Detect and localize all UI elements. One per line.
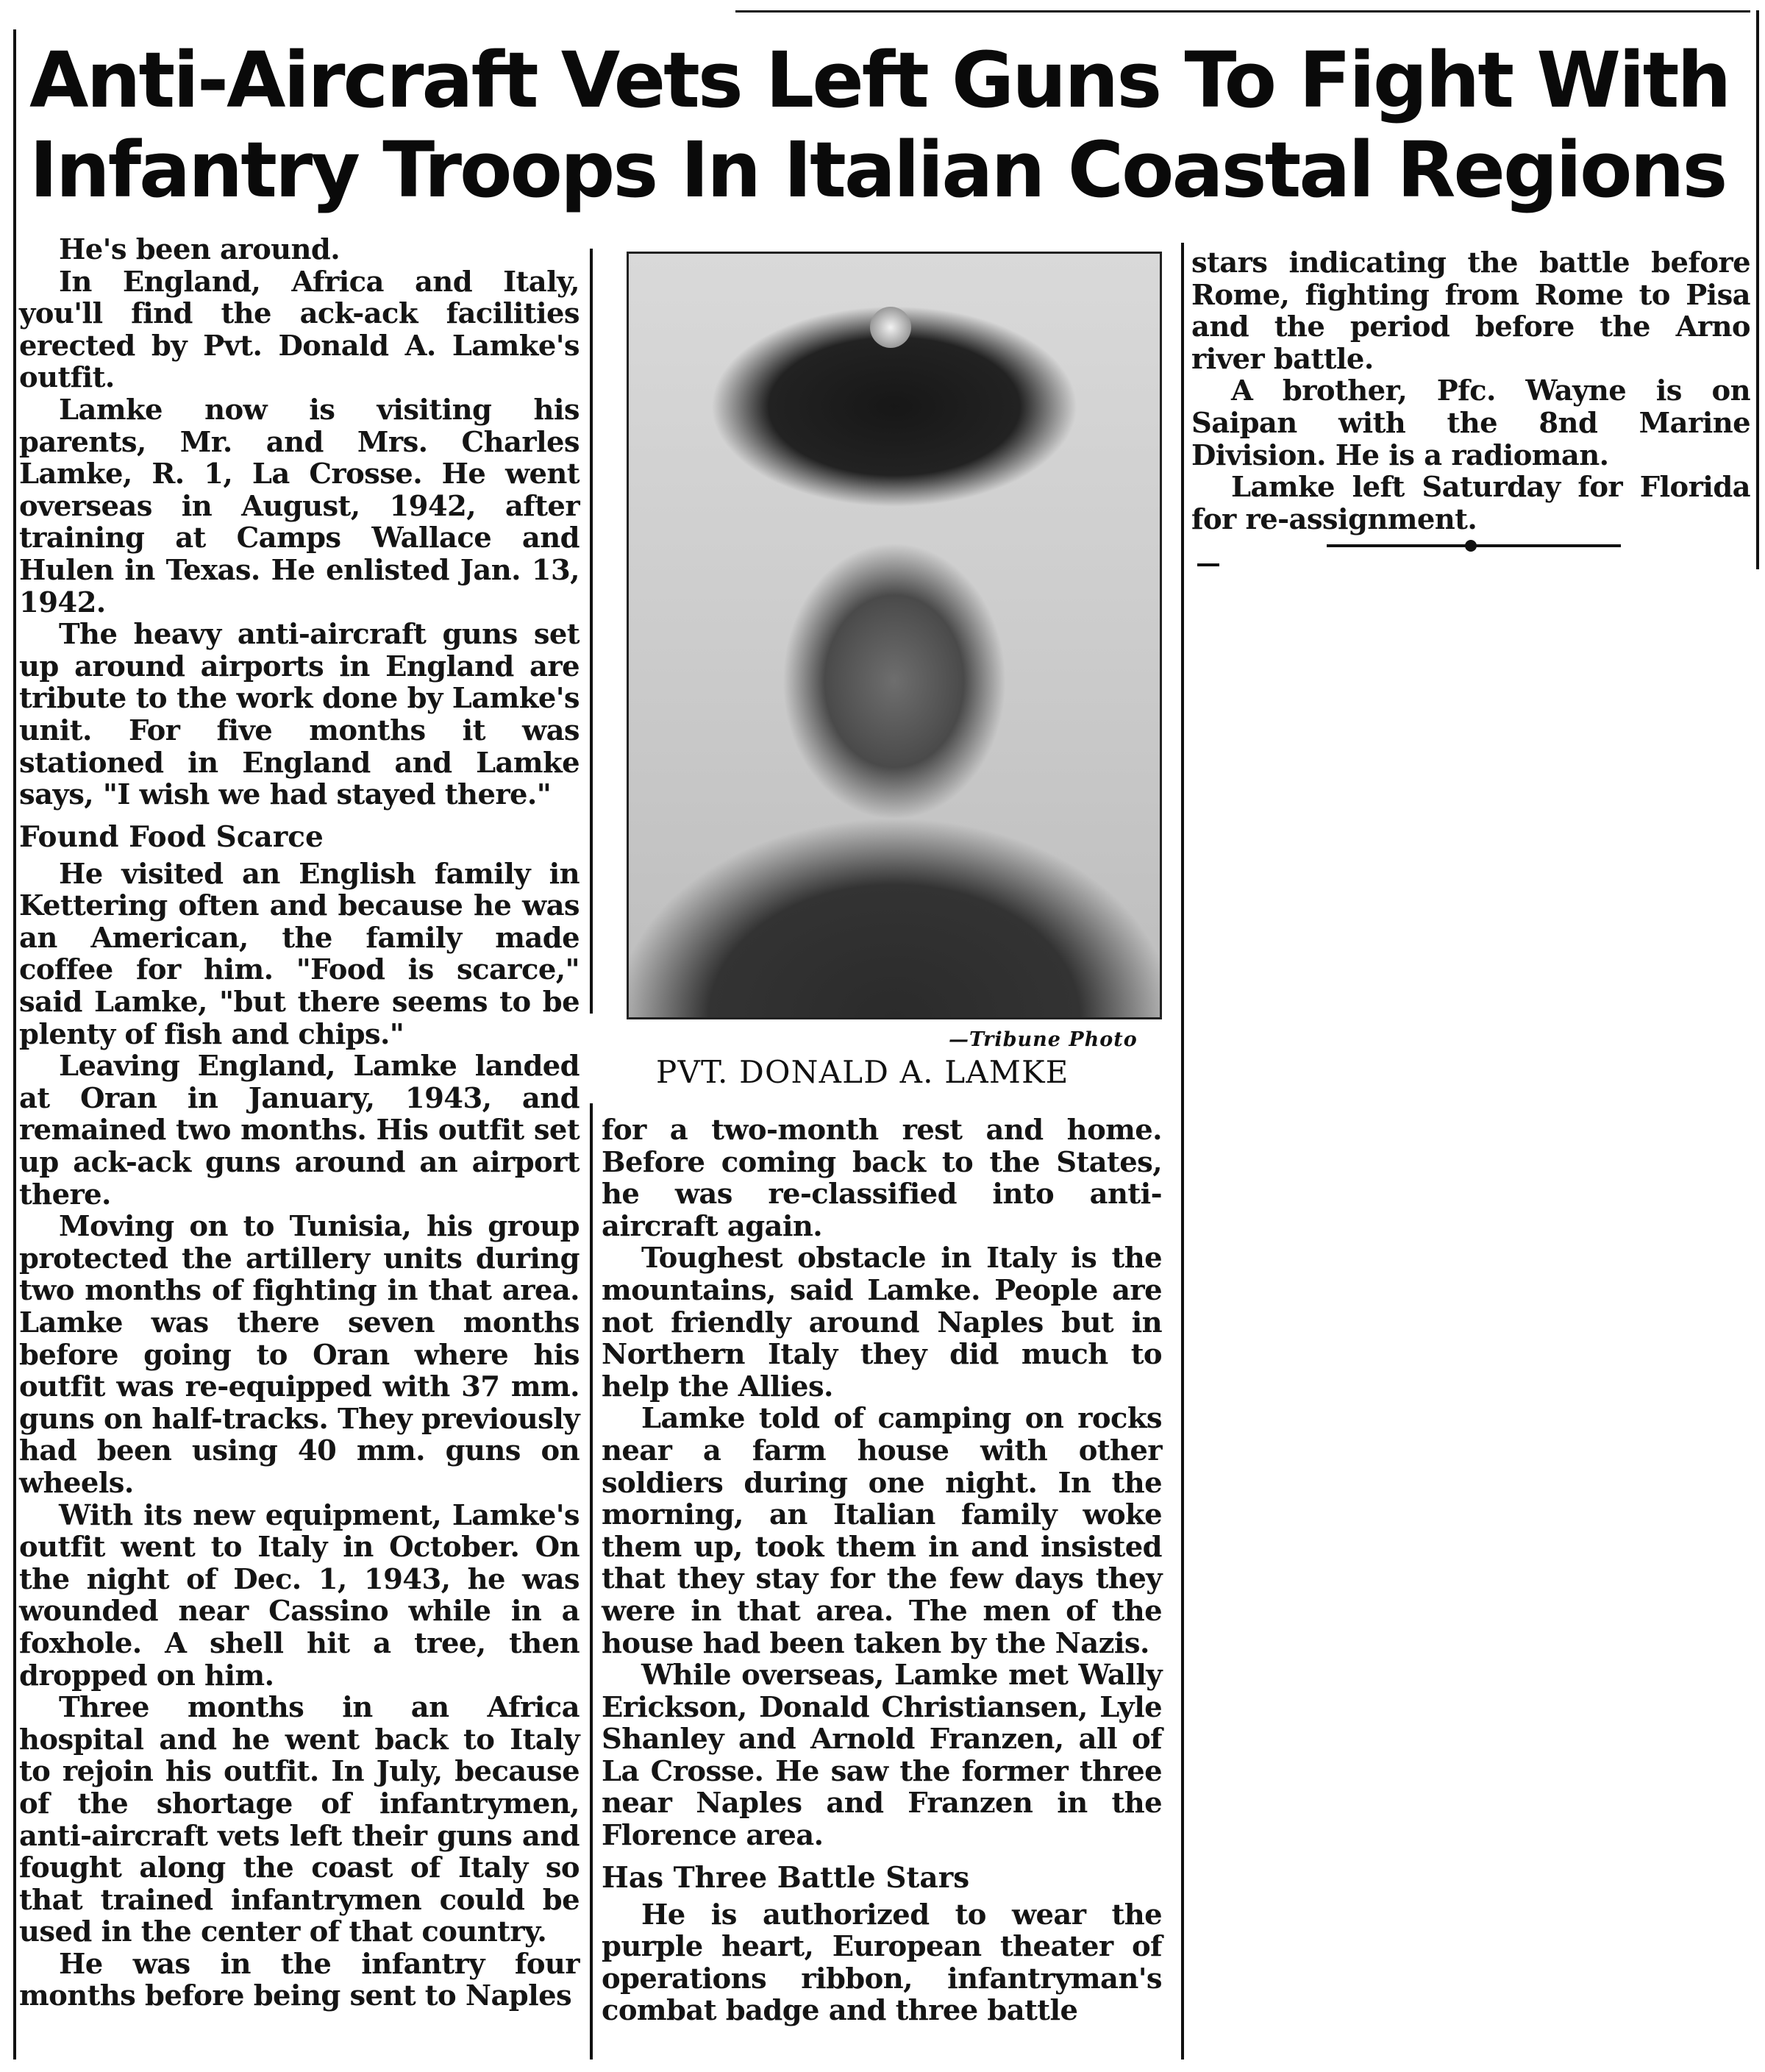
headline	[29, 35, 1743, 215]
left-border-rule	[13, 29, 16, 2059]
column-rule-left-lower	[590, 1103, 593, 2059]
headline-line-2: Infantry Troops In Italian Coastal Regions	[29, 125, 1726, 215]
article-column-2	[602, 1114, 1162, 2027]
paragraph: Three months in an Africa hospital and he went back to Italy to rejoin his outfit. In July, because of the shortage of infantrymen, anti-aircraft vets left their guns and fought along the coast of Italy so that trained infantrymen could be used in the center of that country.	[19, 1691, 580, 1949]
end-of-article-dot	[1465, 540, 1477, 552]
paragraph: With its new equipment, Lamke's outfit went to Italy in October. On the night of Dec. 1, 1943, he was wounded near Cassino while in a foxhole. A shell hit a tree, then dropped on him.	[19, 1498, 580, 1692]
top-rule	[735, 10, 1750, 13]
next-article-dash	[1197, 563, 1219, 566]
paragraph: He visited an English family in Kettering often and because he was an American, the family made coffee for him. "Food is scarce," said Lamke, "but there seems to be plenty of fish and chips."	[19, 857, 580, 1051]
column-rule-right	[1181, 243, 1184, 2059]
paragraph: In England, Africa and Italy, you'll find the ack-ack facilities erected by Pvt. Donald A. Lamke's outfit.	[19, 265, 580, 395]
cap-badge-icon	[870, 307, 911, 348]
column-rule-left-upper	[590, 249, 593, 1014]
article-column-1	[19, 234, 580, 2012]
paragraph: Leaving England, Lamke landed at Oran in January, 1943, and remained two months. His outfit set up ack-ack guns around an airport there.	[19, 1050, 580, 1211]
paragraph: While overseas, Lamke met Wally Erickson, Donald Christiansen, Lyle Shanley and Arnold Franzen, all of La Crosse. He saw the former three near Naples and Franzen in the Florence area.	[602, 1659, 1162, 1853]
article-column-3	[1191, 247, 1750, 535]
paragraph: He's been around.	[59, 233, 340, 266]
paragraph: Moving on to Tunisia, his group protected the artillery units during two months of fighting in that area. Lamke was there seven months before going to Oran where his outfit was re-equipped with 37 mm. guns on half-tracks. They previously had been using 40 mm. guns on wheels.	[19, 1210, 580, 1500]
subheading-battle-stars: Has Three Battle Stars	[602, 1860, 970, 1895]
paragraph: He is authorized to wear the purple heart, European theater of operations ribbon, infantryman's combat badge and three battle	[602, 1898, 1162, 2028]
photo-caption: PVT. DONALD A. LAMKE	[656, 1054, 1069, 1090]
paragraph: A brother, Pfc. Wayne is on Saipan with the 8nd Marine Division. He is a radioman.	[1191, 374, 1750, 472]
right-border-rule	[1756, 10, 1759, 569]
subheading-food: Found Food Scarce	[19, 819, 324, 854]
paragraph: He was in the infantry four months before being sent to Naples	[19, 1947, 580, 2013]
paragraph: Lamke now is visiting his parents, Mr. and Mrs. Charles Lamke, R. 1, La Crosse. He went overseas in August, 1942, after training at Camps Wallace and Hulen in Texas. He enlisted Jan. 13, 1942.	[19, 393, 580, 619]
paragraph: stars indicating the battle before Rome, fighting from Rome to Pisa and the period before the Arno river battle.	[1191, 246, 1750, 376]
paragraph: Toughest obstacle in Italy is the mountains, said Lamke. People are not friendly around Naples but in Northern Italy they did much to help the Allies.	[602, 1242, 1162, 1403]
portrait-photo	[627, 252, 1162, 1019]
paragraph: for a two-month rest and home. Before coming back to the States, he was re-classified into anti-aircraft again.	[602, 1114, 1162, 1243]
paragraph: Lamke told of camping on rocks near a farm house with other soldiers during one night. In the morning, an Italian family woke them up, took them in and insisted that they stay for the few days they were in that area. The men of the house had been taken by the Nazis.	[602, 1402, 1162, 1660]
headline-line-1: Anti-Aircraft Vets Left Guns To Fight With	[29, 35, 1730, 125]
paragraph: The heavy anti-aircraft guns set up around airports in England are tribute to the work done by Lamke's unit. For five months it was stationed in England and Lamke says, "I wish we had stayed there."	[19, 618, 580, 812]
paragraph: Lamke left Saturday for Florida for re-assignment.	[1191, 471, 1750, 536]
photo-credit: —Tribune Photo	[949, 1028, 1138, 1051]
